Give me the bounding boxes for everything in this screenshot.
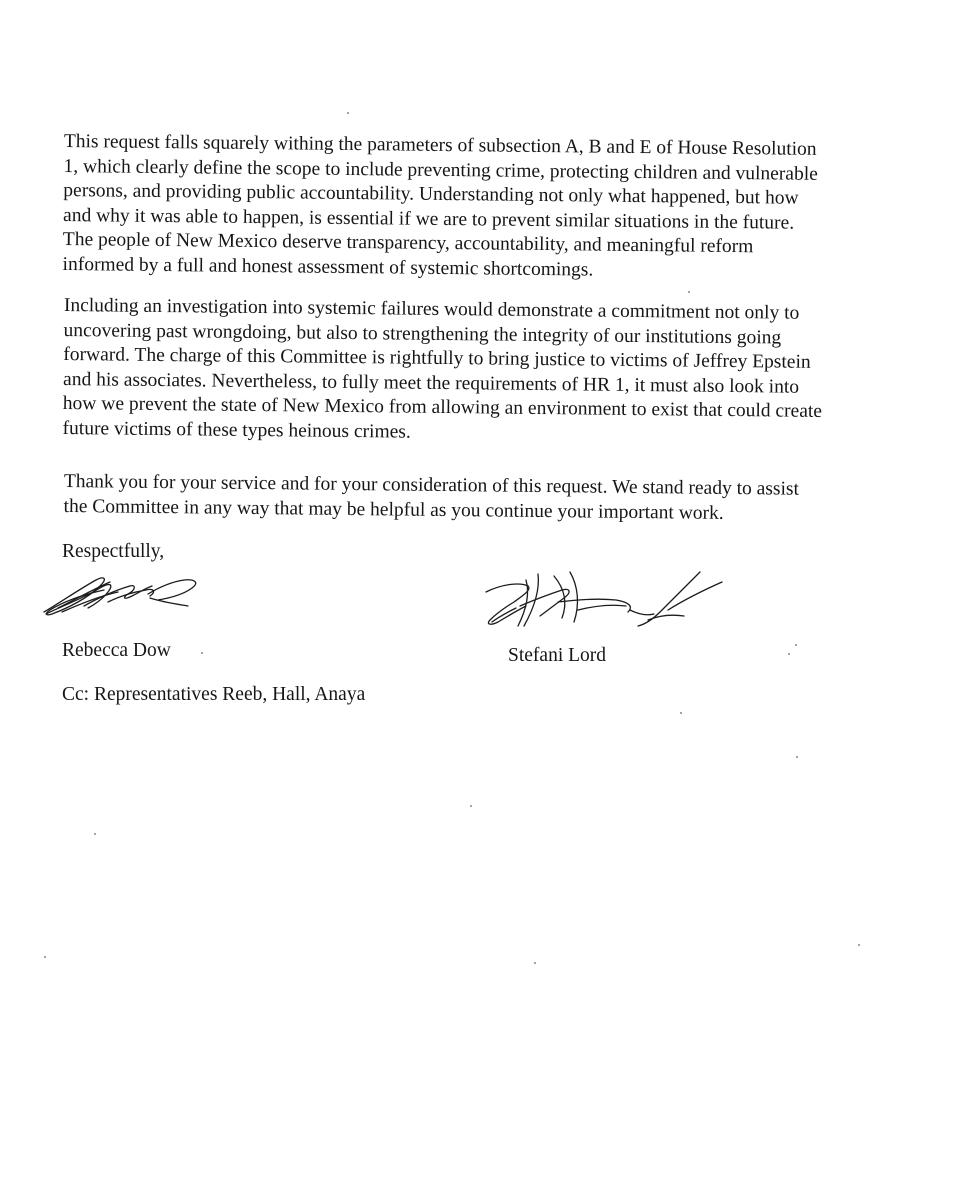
paragraph-line: forward. The charge of this Committee is rightfully to bring justice to victims of Jeffrey Epstein <box>63 343 811 373</box>
scan-speck <box>858 944 860 946</box>
signatory-name-1: Rebecca Dow <box>62 640 171 661</box>
paragraph-line: and his associates. Nevertheless, to fully meet the requirements of HR 1, it must also look into <box>62 368 800 398</box>
closing-salutation: Respectfully, <box>62 541 165 562</box>
scan-speck <box>201 652 203 654</box>
scan-speck <box>788 653 790 655</box>
paragraph-line: future victims of these types heinous crimes. <box>62 417 411 443</box>
scan-speck <box>347 112 349 114</box>
paragraph-line: and why it was able to happen, is essential if we are to prevent similar situations in the future. <box>62 204 795 234</box>
paragraph-line: informed by a full and honest assessment of systemic shortcomings. <box>62 253 594 281</box>
paragraph-scope <box>62 130 889 286</box>
scan-speck <box>534 962 536 964</box>
paragraph-thanks <box>63 470 889 528</box>
paragraph-line: Thank you for your service and for your consideration of this request. We stand ready to assist <box>63 470 800 500</box>
scan-speck <box>470 805 472 807</box>
paragraph-line: persons, and providing public accountability. Understanding not only what happened, but how <box>63 179 799 209</box>
signatory-name-2: Stefani Lord <box>508 645 607 666</box>
paragraph-investigation <box>62 294 889 450</box>
scan-speck <box>94 833 96 835</box>
paragraph-line: Including an investigation into systemic failures would demonstrate a commitment not only to <box>63 294 800 324</box>
paragraph-line: the Committee in any way that may be helpful as you continue your important work. <box>63 495 724 524</box>
signature-stefani-lord <box>478 566 733 636</box>
scan-speck <box>795 644 797 646</box>
scan-speck <box>796 756 798 758</box>
paragraph-line: This request falls squarely withing the parameters of subsection A, B and E of House Resolution <box>63 130 817 160</box>
signature-rebecca-dow <box>38 568 203 620</box>
paragraph-line: how we prevent the state of New Mexico from allowing an environment to exist that could create <box>62 392 823 422</box>
scan-speck <box>680 712 682 714</box>
scan-speck <box>688 291 690 293</box>
cc-line: Cc: Representatives Reeb, Hall, Anaya <box>62 684 366 705</box>
scan-speck <box>44 956 46 958</box>
paragraph-line: The people of New Mexico deserve transparency, accountability, and meaningful reform <box>62 228 754 258</box>
paragraph-line: uncovering past wrongdoing, but also to strengthening the integrity of our institutions going <box>63 319 782 349</box>
paragraph-line: 1, which clearly define the scope to include preventing crime, protecting children and vulnerable <box>63 155 818 185</box>
